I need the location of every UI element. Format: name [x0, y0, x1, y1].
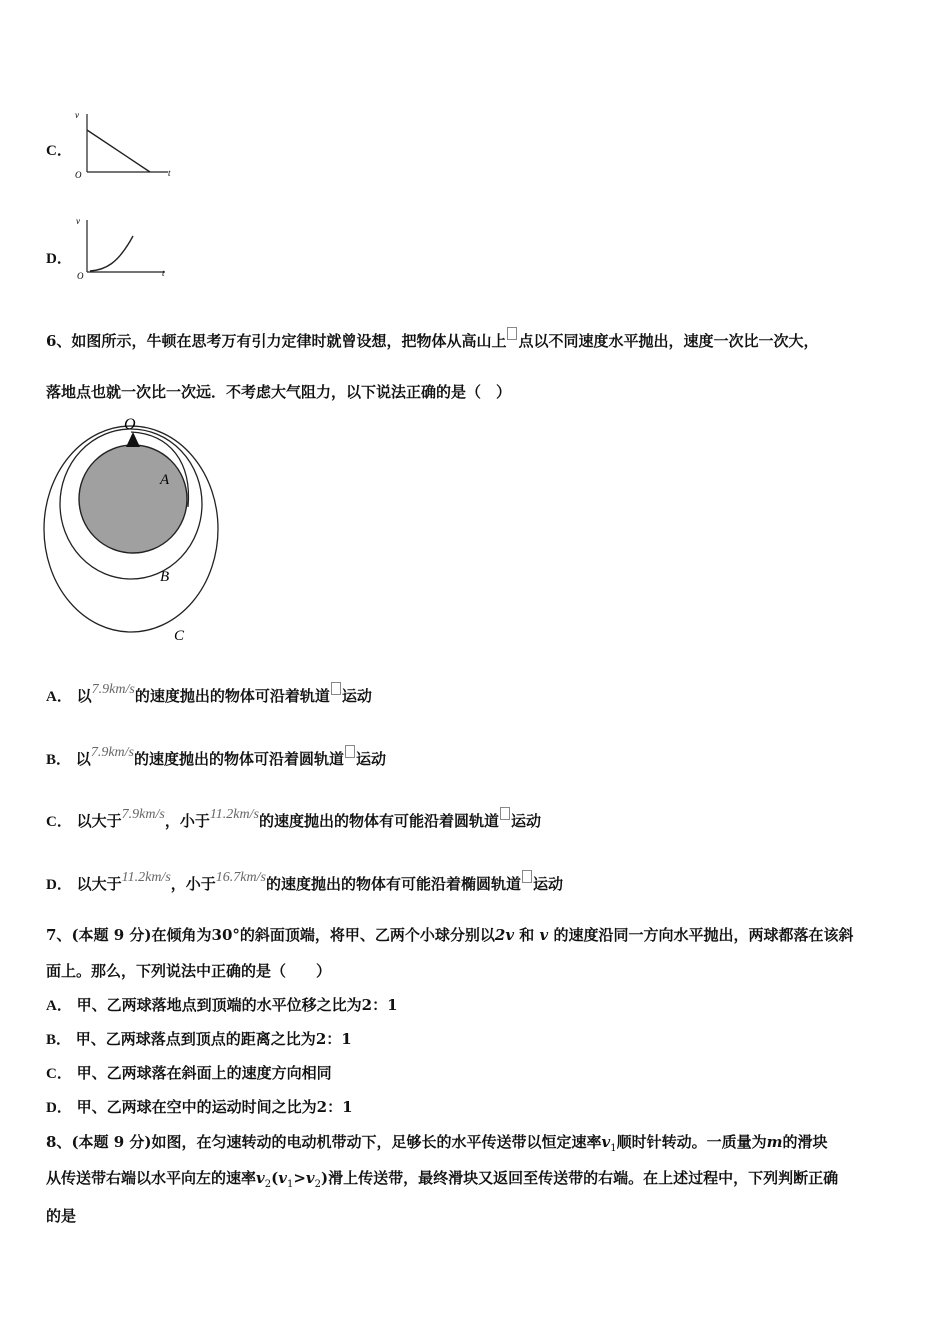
- graph-curve: [90, 236, 133, 271]
- q6-option-d: D． 以大于11.2km/s，小于16.7km/s的速度抛出的物体有可能沿着椭圆轨道 运动: [46, 870, 563, 893]
- q7-option-a: A． 甲、乙两球落地点到顶端的水平位移之比为2：1: [46, 996, 398, 1014]
- missing-glyph-box: [331, 682, 341, 695]
- orbit-figure: [40, 412, 225, 647]
- missing-glyph-box: [507, 327, 517, 340]
- earth: [79, 445, 187, 553]
- q6-option-a: A． 以7.9km/s的速度抛出的物体可沿着轨道 运动: [46, 682, 372, 705]
- q6-option-b: B． 以7.9km/s的速度抛出的物体可沿着圆轨道 运动: [46, 745, 387, 768]
- point-o-label: O: [124, 416, 136, 433]
- orbit-c-label: C: [174, 628, 185, 644]
- q8-stem-line1: 8、(本题 9 分)如图，在匀速转动的电动机带动下，足够长的水平传送带以恒定速率$v_1$顺时针转动。一质量为m的滑块: [46, 1133, 828, 1154]
- missing-glyph-box: [345, 745, 355, 758]
- q8-stem-line2: 从传送带右端以水平向左的速率$v_2(v_1>v_2)$滑上传送带，最终滑块又返回至传送带的右端。在上述过程中，下列判断正确: [46, 1169, 839, 1190]
- velocity-time-graph-d: [70, 212, 180, 284]
- q7-option-d: D． 甲、乙两球在空中的运动时间之比为2：1: [46, 1098, 353, 1116]
- q7-option-b: B． 甲、乙两球落点到顶点的距离之比为2：1: [46, 1030, 352, 1048]
- orbit-b-label: B: [160, 569, 170, 585]
- q7-option-c: C． 甲、乙两球落在斜面上的速度方向相同: [46, 1064, 332, 1082]
- option-d-label: D．: [46, 251, 72, 267]
- q6-stem-line1: 6、如图所示，牛顿在思考万有引力定律时就曾设想，把物体从高山上 点以不同速度水平抛出，速度一次比一次大，: [46, 331, 818, 351]
- axis-label-t: t: [168, 168, 171, 178]
- q6-option-c: C． 以大于7.9km/s，小于11.2km/s的速度抛出的物体有可能沿着圆轨道 运动: [46, 807, 541, 830]
- axis-label-t: t: [162, 268, 165, 278]
- q7-stem-line1: 7、(本题 9 分)在倾角为30°的斜面顶端，将甲、乙两个小球分别以2v 和 v 的速度沿同一方向水平抛出，两球都落在该斜: [46, 926, 854, 944]
- missing-glyph-box: [522, 870, 532, 883]
- option-c-label: C．: [46, 143, 72, 159]
- orbit-a-label: A: [160, 472, 170, 488]
- q7-stem-line2: 面上。那么，下列说法中正确的是（ ）: [46, 962, 332, 980]
- velocity-time-graph-c: [70, 106, 180, 181]
- q8-stem-line3: 的是: [46, 1207, 77, 1225]
- axis-label-v: v: [75, 110, 79, 120]
- missing-glyph-box: [500, 807, 510, 820]
- q6-stem-line2: 落地点也就一次比一次远．不考虑大气阻力，以下说法正确的是（ ）: [46, 383, 512, 401]
- graph-line: [87, 130, 150, 172]
- axis-label-v: v: [76, 216, 80, 226]
- origin-label: O: [77, 271, 84, 281]
- mountain: [126, 432, 140, 447]
- origin-label: O: [75, 170, 82, 180]
